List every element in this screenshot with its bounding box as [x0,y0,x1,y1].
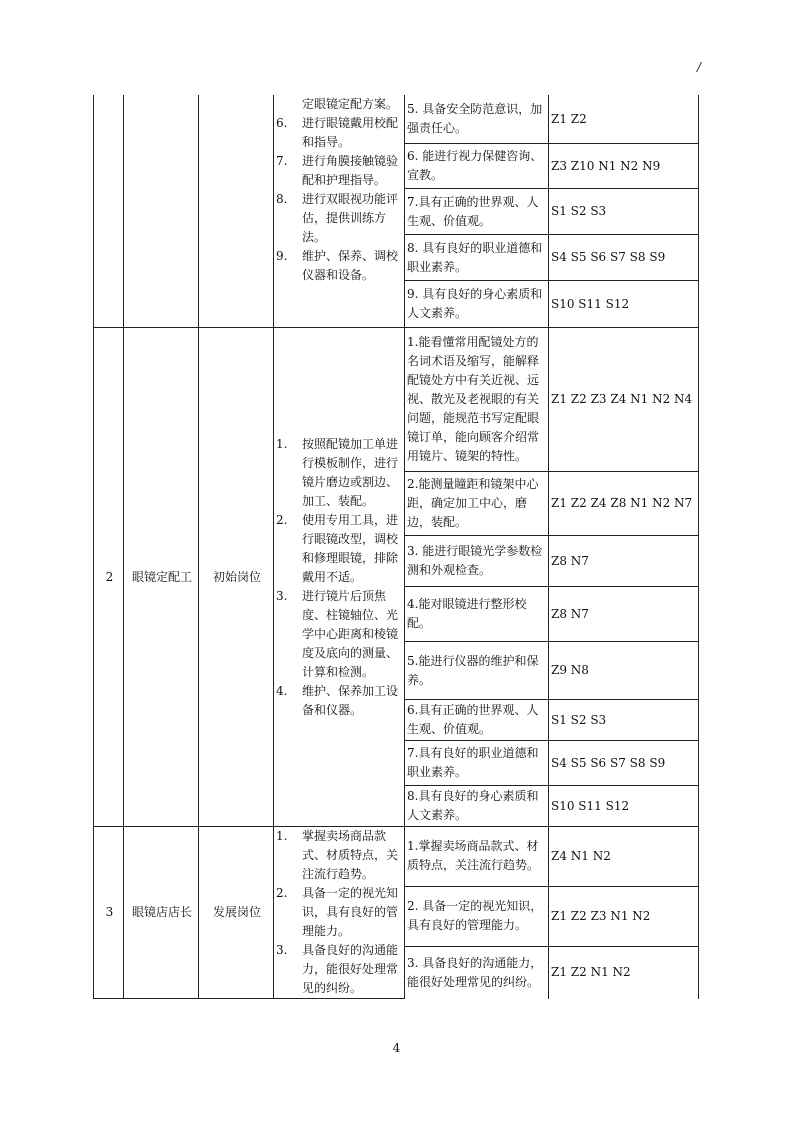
ability-codes: Z8 N7 [549,587,699,642]
ability-codes: S4 S5 S6 S7 S8 S9 [549,741,699,786]
duty-item: 2. 具备一定的视光知识，具有良好的管理能力。 [276,886,399,938]
duty-item: 3. 进行镜片后顶焦度、柱镜轴位、光学中心距离和棱镜度及底向的测量、计算和检测。 [276,588,399,679]
page-number: 4 [392,1041,401,1055]
duty-item: 2. 使用专用工具，进行眼镜改型，调校和修理眼镜，排除戴用不适。 [276,512,399,584]
ability-codes: S4 S5 S6 S7 S8 S9 [549,235,699,281]
ability-text: 5. 具备安全防范意识，加强责任心。 [405,95,549,144]
row-level: 初始岗位 [199,328,274,827]
ability-codes: Z1 Z2 N1 N2 [549,946,699,998]
ability-codes: Z1 Z2 [549,95,699,144]
duty-item: 3. 具备良好的沟通能力，能很好处理常见的纠纷。 [276,943,399,995]
ability-text: 4.能对眼镜进行整形校配。 [405,587,549,642]
row-num: 2 [94,328,124,827]
row-post: 眼镜定配工 [124,328,199,827]
row-level: 发展岗位 [199,827,274,999]
ability-codes: Z1 Z2 Z3 N1 N2 [549,886,699,946]
duties-cell [274,328,405,827]
ability-text: 2.能测量瞳距和镜架中心距，确定加工中心，磨边，装配。 [405,472,549,536]
corner-mark: / [697,60,702,74]
ability-text: 1.掌握卖场商品款式、材质特点，关注流行趋势。 [405,827,549,887]
duty-item: 4. 维护、保养加工设备和仪器。 [276,683,399,717]
duty-item: 9. 维护、保养、调校仪器和设备。 [276,249,399,282]
row-level [199,95,274,328]
duties-cell [274,827,405,999]
table-row [94,827,699,887]
ability-codes: S10 S11 S12 [549,786,699,827]
duty-item: 6. 进行眼镜戴用校配和指导。 [276,116,399,149]
ability-codes: Z4 N1 N2 [549,827,699,887]
ability-codes: Z8 N7 [549,536,699,587]
duty-item: 8. 进行双眼视功能评估，提供训练方法。 [276,192,399,244]
ability-codes: Z9 N8 [549,642,699,700]
duty-item: 定眼镜定配方案。 [302,97,399,111]
ability-text: 6.具有正确的世界观、人生观、价值观。 [405,700,549,741]
ability-codes: Z1 Z2 Z4 Z8 N1 N2 N7 [549,472,699,536]
row-num [94,95,124,328]
ability-text: 1.能看懂常用配镜处方的名词术语及缩写，能解释配镜处方中有关近视、远视、散光及老视眼的有关问题，能规范书写定配眼镜订单，能向顾客介绍常用镜片、镜架的特性。 [405,328,549,472]
row-post: 眼镜店店长 [124,827,199,999]
ability-text: 3. 具备良好的沟通能力，能很好处理常见的纠纷。 [405,946,549,998]
row-post [124,95,199,328]
row-num: 3 [94,827,124,999]
table-row [94,95,699,144]
table-row [94,328,699,472]
ability-text: 5.能进行仪器的维护和保养。 [405,642,549,700]
duty-item: 7. 进行角膜接触镜验配和护理指导。 [276,154,399,187]
duties-cell [274,95,405,328]
ability-text: 9. 具有良好的身心素质和人文素养。 [405,281,549,328]
ability-codes: S1 S2 S3 [549,189,699,235]
ability-codes: Z1 Z2 Z3 Z4 N1 N2 N4 [549,328,699,472]
ability-text: 3. 能进行眼镜光学参数检测和外观检查。 [405,536,549,587]
ability-text: 2. 具备一定的视光知识，具有良好的管理能力。 [405,886,549,946]
ability-text: 7.具有良好的职业道德和职业素养。 [405,741,549,786]
ability-text: 6. 能进行视力保健咨询、宣教。 [405,144,549,189]
ability-codes: Z3 Z10 N1 N2 N9 [549,144,699,189]
duty-item: 1. 掌握卖场商品款式、材质特点，关注流行趋势。 [276,829,399,881]
ability-codes: S10 S11 S12 [549,281,699,328]
post-ability-table [93,95,699,999]
ability-codes: S1 S2 S3 [549,700,699,741]
ability-text: 8. 具有良好的职业道德和职业素养。 [405,235,549,281]
ability-text: 8.具有良好的身心素质和人文素养。 [405,786,549,827]
duty-item: 1. 按照配镜加工单进行模板制作，进行镜片磨边或割边、加工、装配。 [276,436,399,508]
ability-text: 7.具有正确的世界观、人生观、价值观。 [405,189,549,235]
